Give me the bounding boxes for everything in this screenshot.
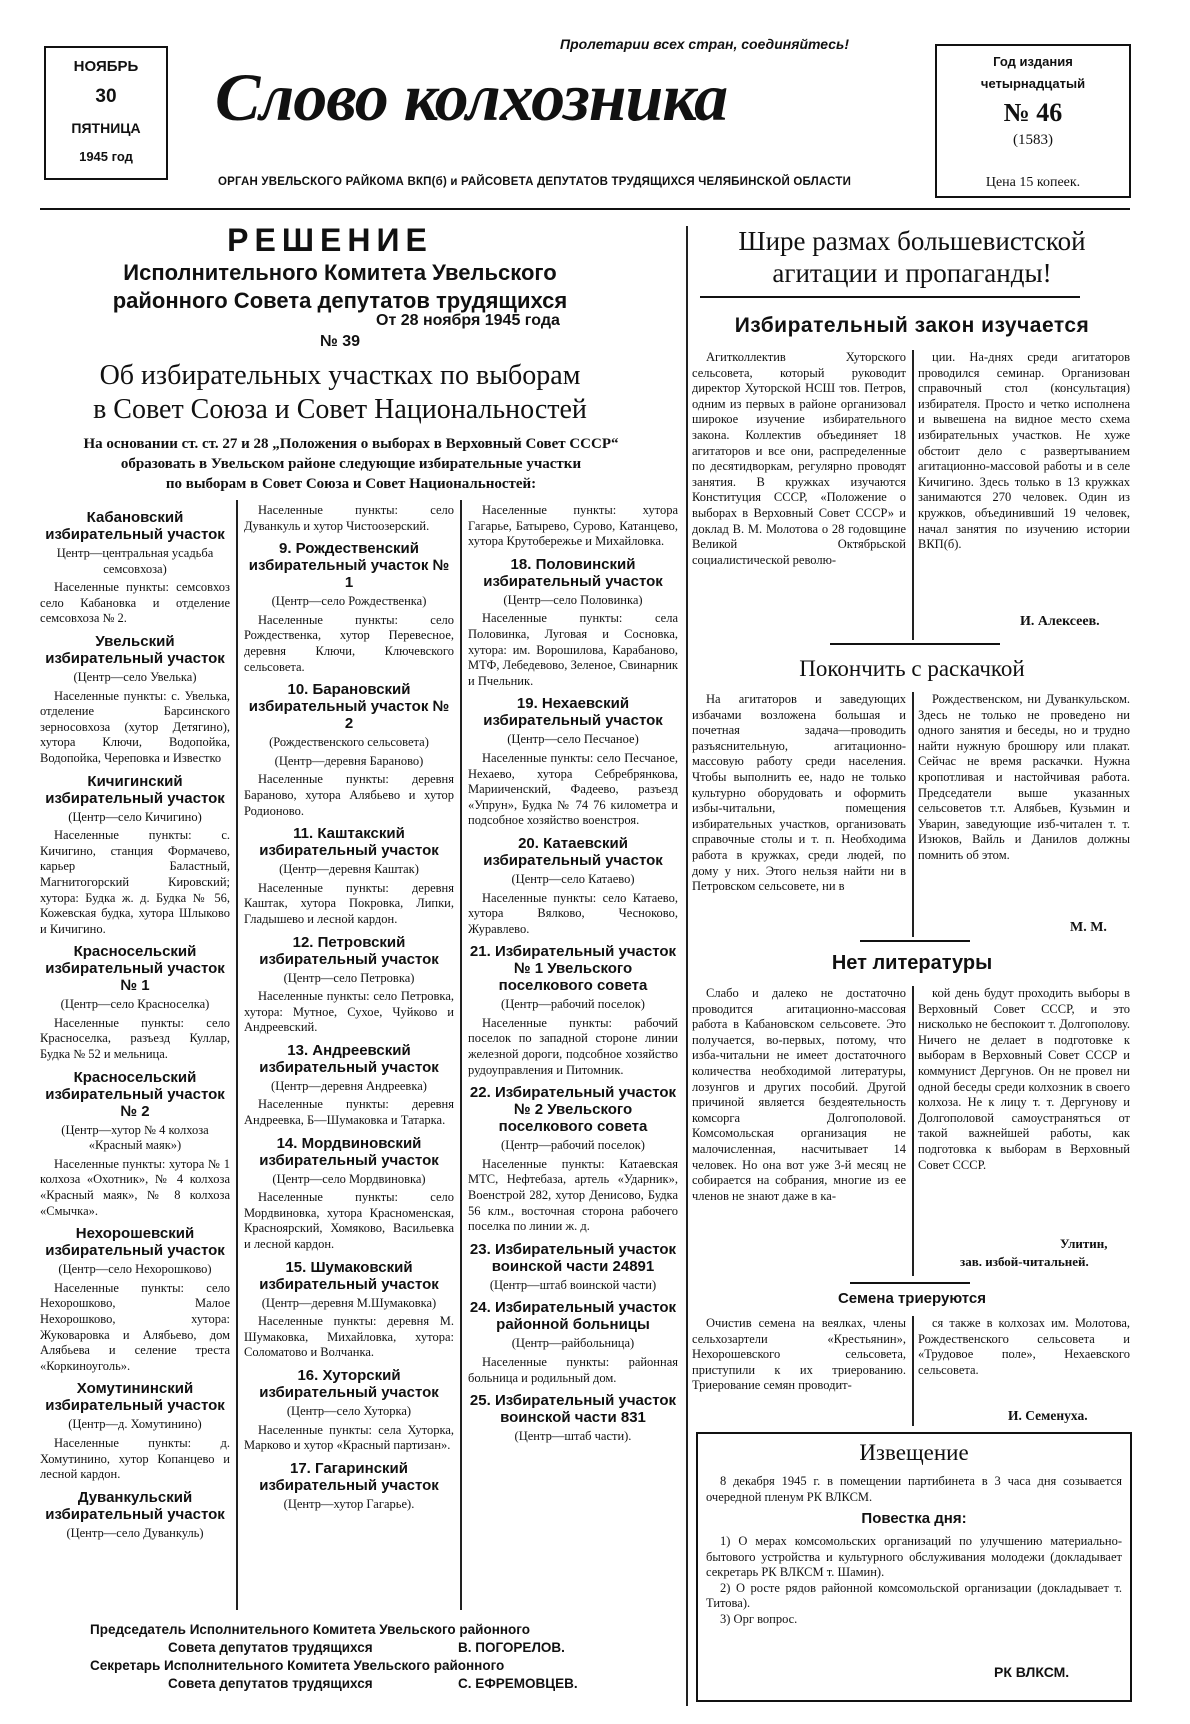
precinct-localities: Населенные пункты: село Петровка, хутора: Мутное, Сухое, Чуйково и Андреевский. (244, 989, 454, 1035)
precinct-heading: 25. Избирательный участок воинской части 831 (469, 1392, 677, 1427)
precinct-localities: Населенные пункты: село Песчаное, Нехаево, хутора Себребрянкова, Марииченский, Фадеево, разъезд «Упрун», Будка № 74 76 километра и подсобное хозяйство военстроя. (468, 750, 678, 828)
precinct-heading: 19. Нехаевский избирательный участок (483, 695, 663, 730)
precinct-localities: Населенные пункты: село Рождественка, хутор Перевесное, деревня Ключи, Ключевского сельсовета. (244, 612, 454, 674)
issue-year-label: Год издания (993, 54, 1073, 69)
notice-signature: РК ВЛКСМ. (994, 1664, 1070, 1680)
precinct-localities: Населенные пункты: деревня М. Шумаковка, Михайловка, хутора: Соломатово и Волчанка. (244, 1314, 454, 1360)
slogan: Пролетарии всех стран, соединяйтесь! (560, 36, 849, 52)
issue-price: Цена 15 копеек. (985, 175, 1081, 190)
precinct-localities: Населенные пункты: деревня Бараново, хутора Алябьево и хутор Родионово. (244, 772, 454, 818)
precinct-localities: Населенные пункты: деревня Каштак, хутора Покровка, Липки, Гладышево и лесной кардон. (244, 880, 454, 926)
signature-chairman-body: Совета депутатов трудящихся (168, 1640, 373, 1655)
precinct-center: (Центр—деревня Бараново) (274, 753, 424, 768)
article-1-signature: И. Алексеев. (1020, 614, 1100, 629)
decision-column-3 (468, 503, 678, 1448)
article-1-left: Агитколлектив Хуторского сельсовета, который руководит директор Хуторской НСШ тов. Петров, одним из первых в районе организовал широкое изучение избирательного закона. Коллектив объединяет 18 агитаторов и все они, распределенные по десятидворкам, регулярно проводят занятия. В кружках изучаются Конституция СССР, «Положение о выборах в Верховный Совет СССР» и доклад В. М. Молотова о 28 годовщине Великой Октябрьской социалистической револю- (692, 350, 906, 567)
precinct-center: (Центр—село Рождественка) (271, 594, 427, 609)
precinct-heading: 15. Шумаковский избирательный участок (259, 1258, 439, 1293)
precinct-localities: Населенные пункты: семсовхоз село Кабановка и отделение семсовхоза № 2. (40, 580, 230, 626)
signature-secretary-name: С. ЕФРЕМОВЦЕВ. (458, 1676, 578, 1691)
precinct-center: (Центр—рабочий поселок) (501, 997, 645, 1012)
precinct-heading: 14. Мордвиновский избирательный участок (259, 1134, 439, 1169)
article-1-divider (912, 350, 914, 640)
precinct-localities: Населенные пункты: деревня Андреевка, Б—Шумаковка и Татарка. (244, 1097, 454, 1128)
precinct-heading: 24. Избирательный участок районной больницы (469, 1299, 677, 1334)
precinct-center: (Центр—село Хуторка) (286, 1404, 412, 1418)
article-4-title: Семена триеруются (837, 1290, 987, 1307)
article-3-signature-role: зав. избой-читальней. (960, 1254, 1089, 1269)
precinct-heading: 12. Петровский избирательный участок (259, 933, 439, 968)
precinct-heading: Увельский избирательный участок (45, 632, 225, 667)
decision-number: № 39 (320, 333, 361, 350)
precinct-localities: Населенные пункты: Катаевская МТС, Нефтебаза, артель «Ударник», Военстрой 282, хутор Денисово, Будка 56 клм., восточная сторона рабочего поселка по линии ж. д. (468, 1156, 678, 1234)
precinct-center: (Центр—хутор № 4 колхоза «Красный маяк») (61, 1122, 209, 1153)
newspaper-subtitle: ОРГАН УВЕЛЬСКОГО РАЙКОМА ВКП(б) и РАЙСОВЕТА ДЕПУТАТОВ ТРУДЯЩИХСЯ ЧЕЛЯБИНСКОЙ ОБЛАСТИ (218, 176, 852, 188)
date-month: НОЯБРЬ (73, 58, 139, 75)
precinct-localities: Населенные пункты: села Хуторка, Марково и хутор «Красный партизан». (244, 1422, 454, 1453)
signature-chairman-title: Председатель Исполнительного Комитета Увельского районного (90, 1622, 530, 1637)
article-2-divider (912, 692, 914, 937)
article-3-divider (912, 986, 914, 1276)
article-2-right: Рождественском, ни Дуванкульском. Здесь не только не проведено ни одного занятия и беседы, но и трудно найти нужную брошюру или плакат. Сейчас не время раскачки. Нужна кропотливая и настойчивая работа. Председатели выше указанных сельсоветов т.т. Алябьев, Кузьмин и Уварин, заведующие изб-читален т. т. Изюков, Вайль и Данилов должны помнить об этом. (918, 692, 1130, 862)
precinct-center: (Центр—деревня М.Шумаковка) (261, 1295, 437, 1310)
signature-secretary-body: Совета депутатов трудящихся (168, 1676, 373, 1691)
issue-total: (1583) (1013, 132, 1053, 148)
issue-year-value: четырнадцатый (980, 76, 1086, 91)
precinct-localities: Населенные пункты: село Красноселка, разъезд Куллар, Будка № 52 и мельница. (40, 1015, 230, 1062)
precinct-heading: Кичигинский избирательный участок (45, 772, 225, 807)
article-4-left: Очистив семена на веялках, члены сельхозартели «Крестьянин», Нехорошевского сельсовета, приступили к их триерованию. Триерование семян проводит- (692, 1316, 906, 1393)
issue-number: № 46 (1003, 98, 1063, 127)
notice-text: 8 декабря 1945 г. в помещении партибинета в 3 часа дня созывается очередной пленум РК ВЛКСМ. (706, 1474, 1122, 1504)
precinct-center: (Центр—рабочий поселок) (501, 1138, 645, 1153)
precinct-center: (Центр—село Песчаное) (507, 732, 639, 747)
precinct-localities: Населенные пункты: рабочий поселок по западной стороне линии железной дороги, подсобное хозяйство рудоуправления и Питомник. (468, 1015, 678, 1077)
precinct-localities: Населенные пункты: хутора № 1 колхоза «Охотник», № 4 колхоза «Красный маяк», № 8 колхоза «Смычка». (40, 1156, 230, 1218)
decision-intro-3: по выборам в Совет Союза и Совет Национальностей: (165, 476, 537, 492)
column-divider (460, 500, 462, 1610)
column-divider (236, 500, 238, 1610)
article-3-left: Слабо и далеко не достаточно проводится агитационно-массовая работа в Кабановском сельсовете. Это получается, во-первых, потому, что изба-читальни не имеет достаточного количества необходимой литературы, лозунгов и других пособий. Другой причиной является бездеятельность комсорга Долгополовой. Комсомольская организация не малочисленная, насчитывает 14 человек. Но она вот уже 3-й месяц не собирается на собрания, многие из ее членов не знают даже в ка- (692, 986, 906, 1203)
notice-agenda: Повестка дня: (861, 1510, 967, 1527)
article-4-divider (912, 1316, 914, 1426)
article-3-title: Нет литературы (831, 952, 993, 974)
precinct-center: (Центр—деревня Каштак) (279, 862, 419, 877)
precinct-localities: Населенные пункты: село Катаево, хутора Вялково, Чесноково, Журавлево. (468, 890, 678, 936)
precinct-heading: Нехорошевский избирательный участок (45, 1225, 225, 1260)
article-4-signature: И. Семенуха. (1008, 1408, 1088, 1423)
article-1-right: ции. На-днях среди агитаторов проводился семинар. Организован справочный стол (консультация) избирателя. Просто и четко исполнена и вывешена на видное место схема избирательных участков. Не хуже обстоит дело с развертыванием агитационно-массовой работы и в селе Кичигино. Здесь только в 13 кружках занимаются 270 человек. Один из кружков, объединивший 19 человек, начал занятия по изучению истории ВКП(б). (918, 350, 1130, 552)
precinct-center: (Рождественского сельсовета) (269, 735, 429, 750)
precinct-center: (Центр—деревня Андреевка) (271, 1078, 427, 1093)
precinct-heading: 18. Половинский избирательный участок (483, 555, 663, 590)
precinct-heading: 20. Катаевский избирательный участок (483, 834, 663, 869)
precinct-heading: 16. Хуторский избирательный участок (259, 1367, 439, 1401)
precinct-heading: Красносельский избирательный участок № 1 (45, 943, 225, 995)
precinct-heading: Дуванкульский избирательный участок (45, 1488, 225, 1523)
article-2-signature: М. М. (1070, 920, 1107, 935)
date-weekday: ПЯТНИЦА (71, 120, 141, 136)
decision-column-1 (40, 503, 230, 1544)
precinct-center: (Центр—село Увелька) (73, 669, 197, 684)
notice-title: Извещение (859, 1440, 969, 1465)
precinct-localities: Населенные пункты: с. Увелька, отделение Барсинского зерносовхоза (хутор Детягино), хутора Ключи, Водопойка, Водопойка, Череповка и Известко (40, 688, 230, 765)
precinct-heading: Кабановский избирательный участок (45, 509, 225, 543)
article-rule (850, 1282, 970, 1284)
decision-column-2 (244, 503, 454, 1515)
precinct-heading: 23. Избирательный участок воинской части 24891 (469, 1240, 677, 1275)
precinct-center: Центр—центральная усадьба семсовхоза) (56, 546, 214, 576)
decision-h2: Исполнительного Комитета Увельского (123, 260, 557, 285)
precinct-center: (Центр—село Петровка) (283, 970, 415, 985)
article-2-title: Покончить с раскачкой (799, 656, 1025, 681)
article-3-signature-name: Улитин, (1060, 1236, 1108, 1251)
notice-item-1: 1) О мерах комсомольских организаций по улучшению материально-бытового устройства и культурного обслуживания молодежи (докладывает секретарь РК ВЛКСМ т. Шамин). (706, 1534, 1122, 1580)
decision-intro-2: образовать в Увельском районе следующие избирательные участки (120, 456, 582, 472)
decision-date: От 28 ноября 1945 года (376, 312, 560, 329)
precinct-localities: Населенные пункты: районная больница и родильный дом. (468, 1355, 678, 1385)
right-section-divider (686, 226, 688, 1706)
signature-secretary-title: Секретарь Исполнительного Комитета Увельского районного (90, 1658, 505, 1673)
precinct-localities: Населенные пункты: села Половинка, Луговая и Сосновка, хутора: им. Ворошилова, Карабаново, МТФ, Лебедевово, Зеленое, Свинарник и Пчельник. (468, 611, 678, 688)
precinct-heading: 10. Барановский избирательный участок № 2 (248, 681, 450, 733)
date-day: 30 (95, 86, 117, 107)
decision-title-2: в Совет Союза и Совет Национальностей (93, 394, 587, 425)
article-rule (860, 940, 970, 942)
precinct-heading: Красносельский избирательный участок № 2 (45, 1068, 225, 1120)
precinct-heading: 13. Андреевский избирательный участок (259, 1041, 439, 1076)
precinct-localities: Населенные пункты: село Мордвиновка, хутора Красноменская, Красноярский, Хомяково, Васильевка и лесной кардон. (244, 1190, 454, 1252)
precinct-heading: 17. Гагаринский избирательный участок (259, 1459, 439, 1494)
masthead-rule (40, 208, 1130, 210)
precinct-center: (Центр—село Мордвиновка) (272, 1171, 426, 1186)
precinct-localities: Населенные пункты: хутора Гагарье, Батырево, Сурово, Катанцево, хутора Крутобережье и Михайловка. (468, 503, 678, 549)
precinct-center: (Центр—штаб части). (514, 1429, 632, 1444)
article-2-left: На агитаторов и заведующих избачами возложена большая и почетная задача—проводить разъяснительную, агитационно-массовую работу среди населения. Чтобы выполнить ее, надо не только культурно оборудовать и оформить избы-читальни, помещения избирательных участков, организовать справочные столы и т. п. Необходима работа в кружках, среди людей, по дому у них. Этого нельзя найти ни в Петровском сельсовете, ни в (692, 692, 906, 894)
precinct-localities: Населенные пункты: село Нехорошково, Малое Нехорошково, хутора: Жуковаровка и Алябьево, дом Алябьева и селение треста «Коркиноуголь». (40, 1280, 230, 1373)
precinct-center: (Центр—село Нехорошково) (58, 1262, 212, 1277)
precinct-heading: 22. Избирательный участок № 2 Увельского поселкового совета (469, 1084, 677, 1136)
decision-title-1: Об избирательных участках по выборам (99, 360, 581, 391)
decision-h3: районного Совета депутатов трудящихся (112, 288, 568, 313)
precinct-center: (Центр—райбольница) (511, 1336, 635, 1351)
precinct-localities: Населенные пункты: с. Кичигино, станция Формачево, карьер Баластный, Магнитогорский Кировский; хутора: Будка ж. д. Будка № 56, Кожевская будка, хутора Шлыково и Кичигино. (40, 828, 230, 936)
precinct-center: (Центр—село Дуванкуль) (66, 1525, 204, 1540)
signature-chairman-name: В. ПОГОРЕЛОВ. (458, 1640, 565, 1655)
precinct-center: (Центр—штаб воинской части) (489, 1277, 657, 1292)
precinct-heading: 11. Каштакский избирательный участок (259, 825, 439, 860)
lead-headline-2: агитации и пропаганды! (772, 258, 1052, 288)
precinct-center: (Центр—хутор Гагарье). (283, 1496, 415, 1511)
precinct-center: (Центр—д. Хомутинино) (68, 1417, 202, 1432)
newspaper-title: Слово колхозника (215, 59, 728, 135)
article-3-right: кой день будут проходить выборы в Верховный Совет СССР, и это нисколько не беспокоит т. Долгополову. Ничего не делает в подготовке к выборам в Верховный Совет СССР и коммунист Дергунов. Он не провел ни одной беседы среди колхозник в своего колхоза. Не к лицу т. т. Дергунову и Долгополовой самоустраняться от такой важнейшей работы, как подготовка к выборам в Верховный Совет СССР. (918, 986, 1130, 1172)
date-year: 1945 год (79, 149, 133, 164)
precinct-localities: Населенные пункты: д. Хомутинино, хутор Копанцево и лесной кардон. (40, 1435, 230, 1482)
lead-headline-1: Шире размах большевистской (738, 226, 1086, 256)
precinct-heading: Хомутининский избирательный участок (45, 1380, 225, 1415)
notice-item-2: 2) О росте рядов районной комсомольской организации (докладывает т. Титова). (706, 1580, 1122, 1611)
lead-rule (700, 296, 1080, 298)
notice-items (706, 1534, 1122, 1628)
precinct-localities: Населенные пункты: село Дуванкуль и хутор Чистоозерский. (244, 503, 454, 533)
precinct-center: (Центр—село Половинка) (503, 592, 643, 607)
article-1-title: Избирательный закон изучается (734, 314, 1090, 337)
article-rule (830, 643, 1000, 645)
precinct-heading: 21. Избирательный участок № 1 Увельского поселкового совета (469, 943, 677, 995)
article-4-right: ся также в колхозах им. Молотова, Рождественского сельсовета и «Трудовое поле», Нехаевского сельсовета. (918, 1316, 1130, 1377)
precinct-center: (Центр—село Катаево) (511, 871, 635, 886)
notice-item-3: 3) Орг вопрос. (720, 1611, 798, 1626)
decision-h1: РЕШЕНИЕ (227, 222, 433, 258)
precinct-heading: 9. Рождественский избирательный участок № 1 (248, 540, 450, 592)
precinct-center: (Центр—село Красноселка) (60, 997, 210, 1012)
precinct-center: (Центр—село Кичигино) (68, 809, 202, 824)
decision-intro-1: На основании ст. ст. 27 и 28 „Положения о выборах в Верховный Совет СССР“ (83, 436, 619, 452)
